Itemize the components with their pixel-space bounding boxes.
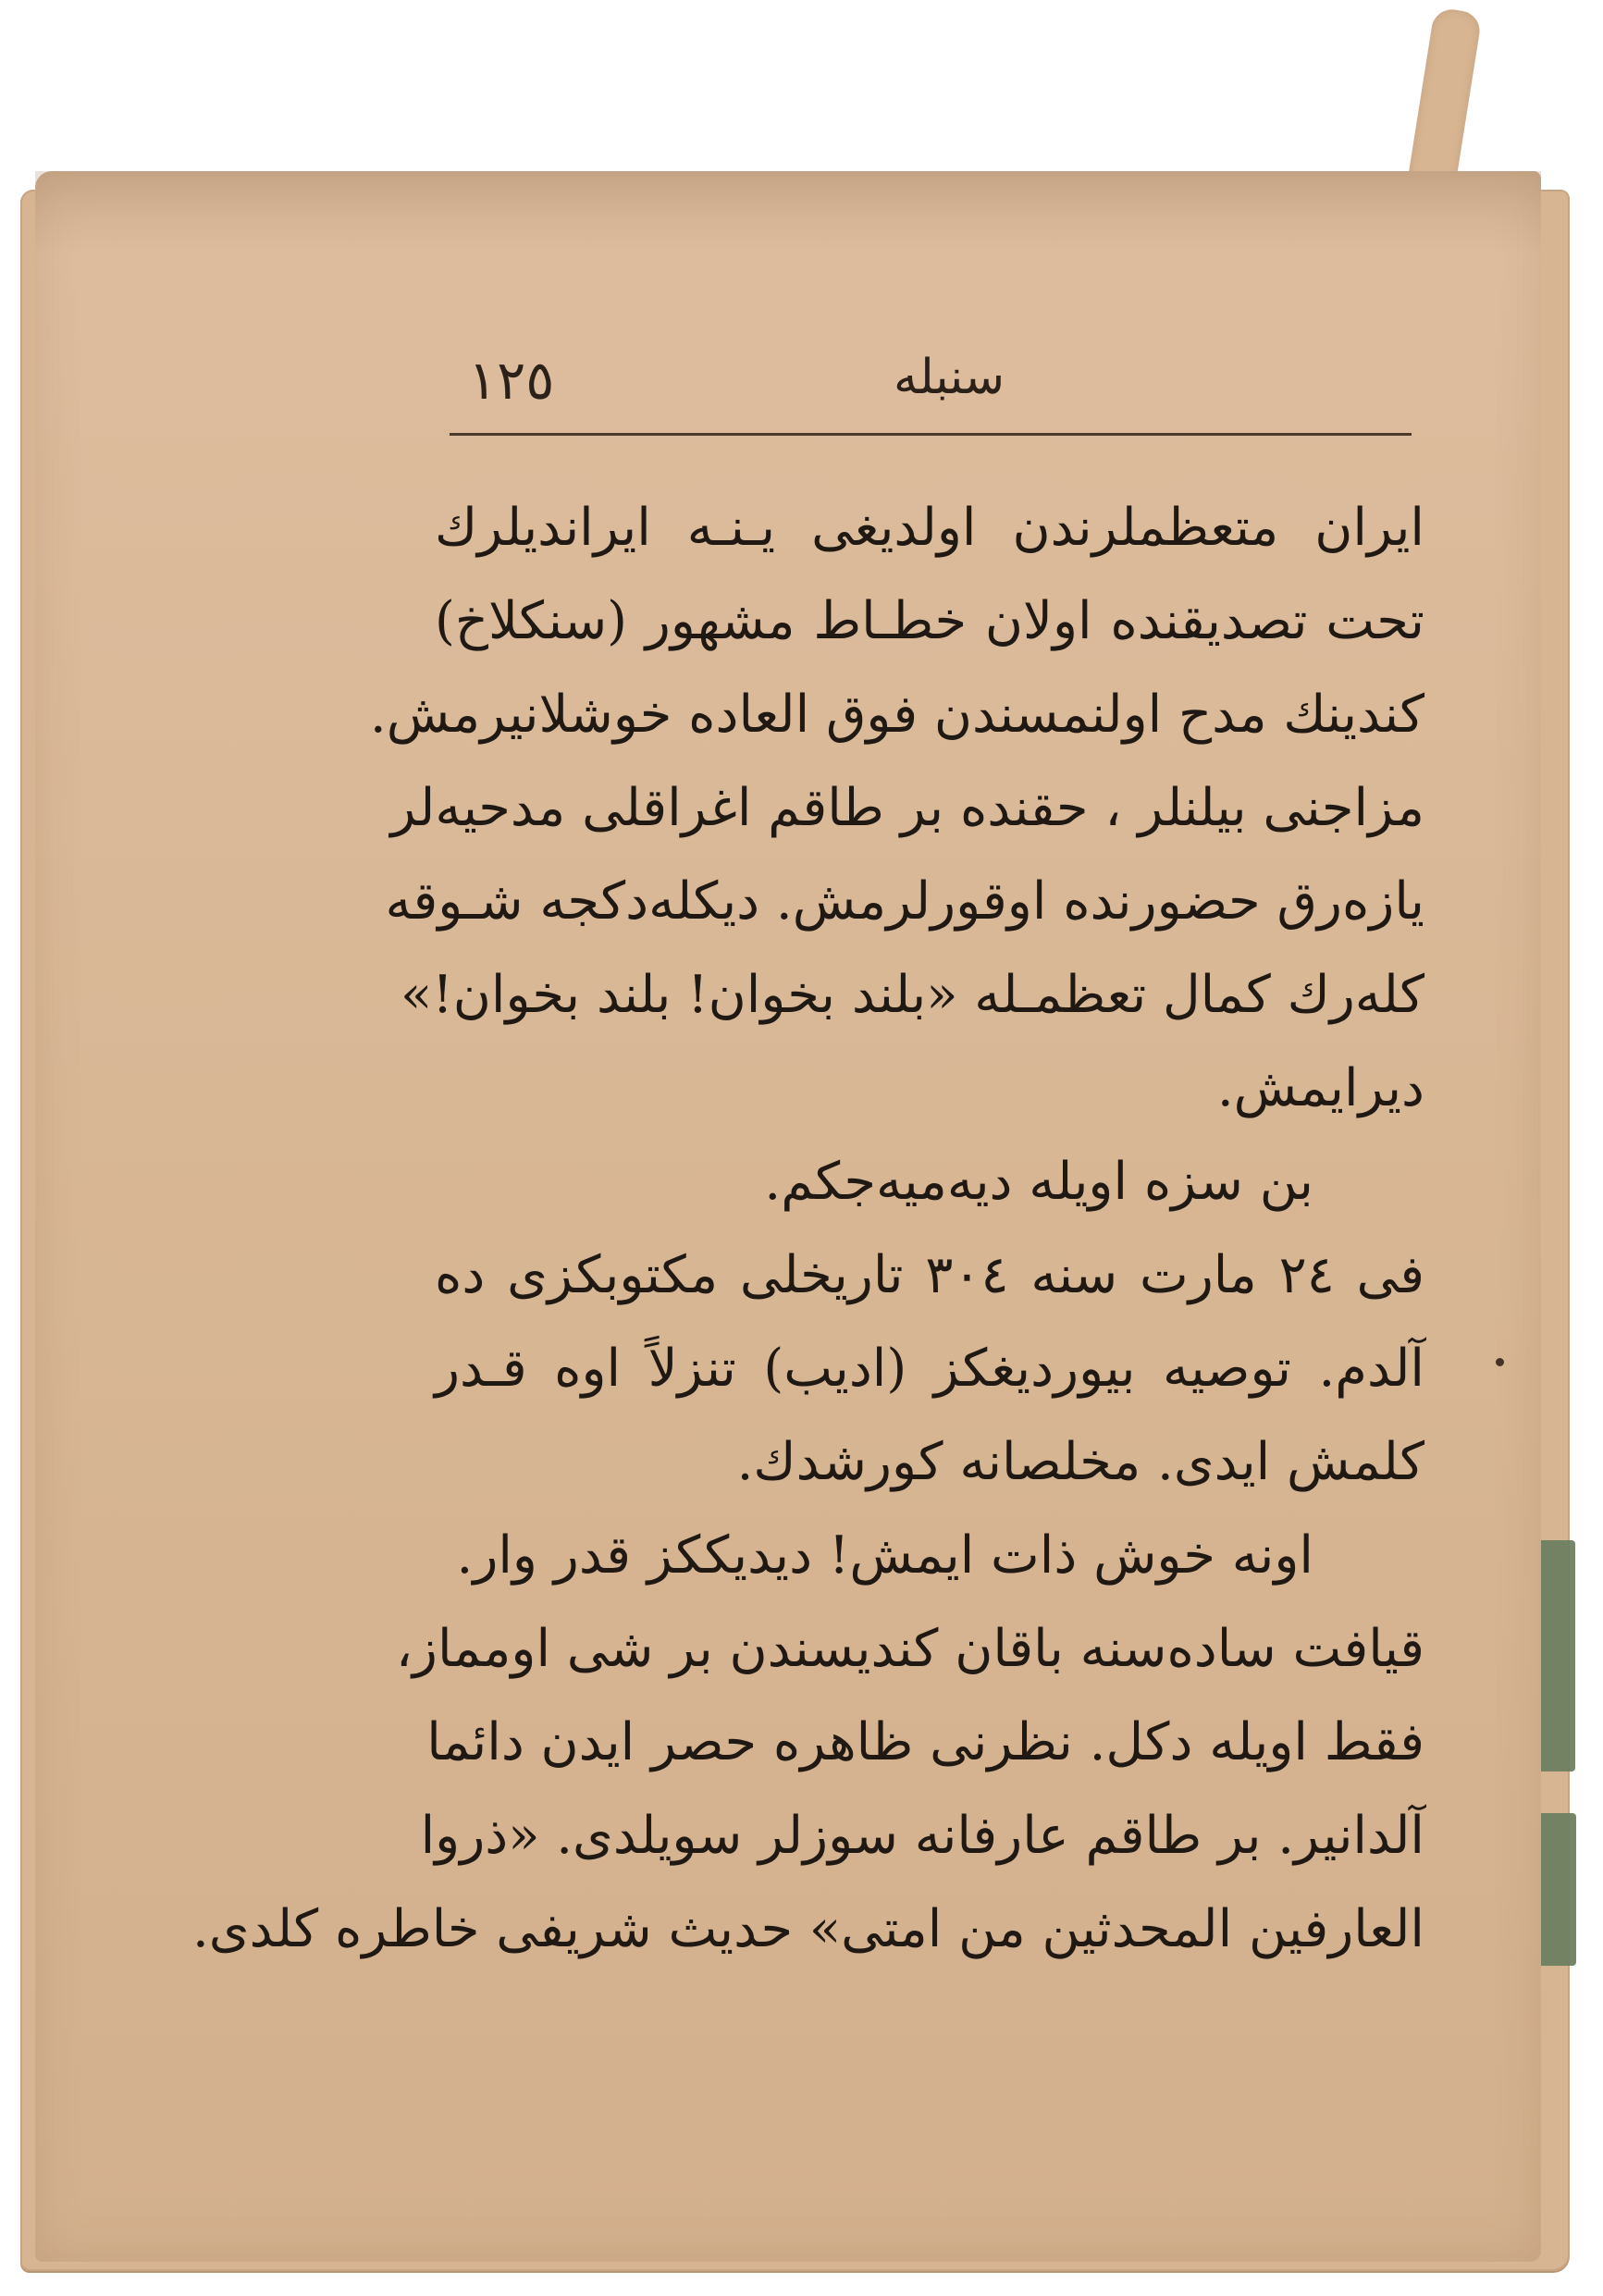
text-line-5: یازه‌رق حضورنده اوقورلرمش. دیکله‌دکجه شـوقه <box>385 871 1424 932</box>
page-header <box>450 349 1412 437</box>
text-line-7: دیرایمش. <box>1216 1058 1424 1118</box>
text-line-3: کندینك مدح اولنمسندن فوق العاده خوشلانیرمش. <box>369 685 1424 745</box>
paper-mark <box>1496 1358 1504 1366</box>
page-number: ١٢٥ <box>468 349 555 412</box>
text-line-8: بن سزه اویله دیه‌میه‌جکم. <box>764 1152 1313 1212</box>
text-line-11: کلمش ایدی. مخلصانه کورشدك. <box>736 1432 1424 1492</box>
text-line-1: ایران متعظملرندن اولدیغی یـنـه ایراندیلرك <box>435 498 1424 558</box>
text-line-13: قیافت ساده‌سنه باقان کندیسندن بر شی اومماز، <box>395 1619 1424 1679</box>
text-line-14: فقط اویله دکل. نظرنی ظاهره حصر ایدن دائما <box>426 1712 1424 1772</box>
text-line-15: آلدانیر. بر طاقم عارفانه سوزلر سویلدی. «ذروا <box>420 1806 1424 1866</box>
text-line-10: آلدم. توصیه بیوردیغکز (ادیب) تنزلاً اوه قـدر <box>435 1339 1424 1399</box>
text-line-12: اونه خوش ذات ایمش! دیدیککز قدر وار. <box>456 1525 1313 1586</box>
header-rule <box>450 433 1412 436</box>
running-title: سنبله <box>894 350 1005 405</box>
text-line-6: کله‌رك کمال تعظمـله «بلند بخوان! بلند بخوان!» <box>401 965 1424 1025</box>
body-text <box>191 481 1425 1976</box>
text-line-9: فی ٢٤ مارت سنه ٣٠٤ تاریخلی مکتوبکزی ده <box>435 1245 1425 1305</box>
text-line-2: تحت تصدیقنده اولان خطـاط مشهور (سنکلاخ) <box>435 591 1424 651</box>
text-line-16: العارفین المحدثین من امتی» حدیث شریفی خاطره کلدی. <box>191 1899 1424 1959</box>
text-line-4: مزاجنی بیلنلر ، حقنده بر طاقم اغراقلی مدحیه‌لر <box>390 778 1424 838</box>
